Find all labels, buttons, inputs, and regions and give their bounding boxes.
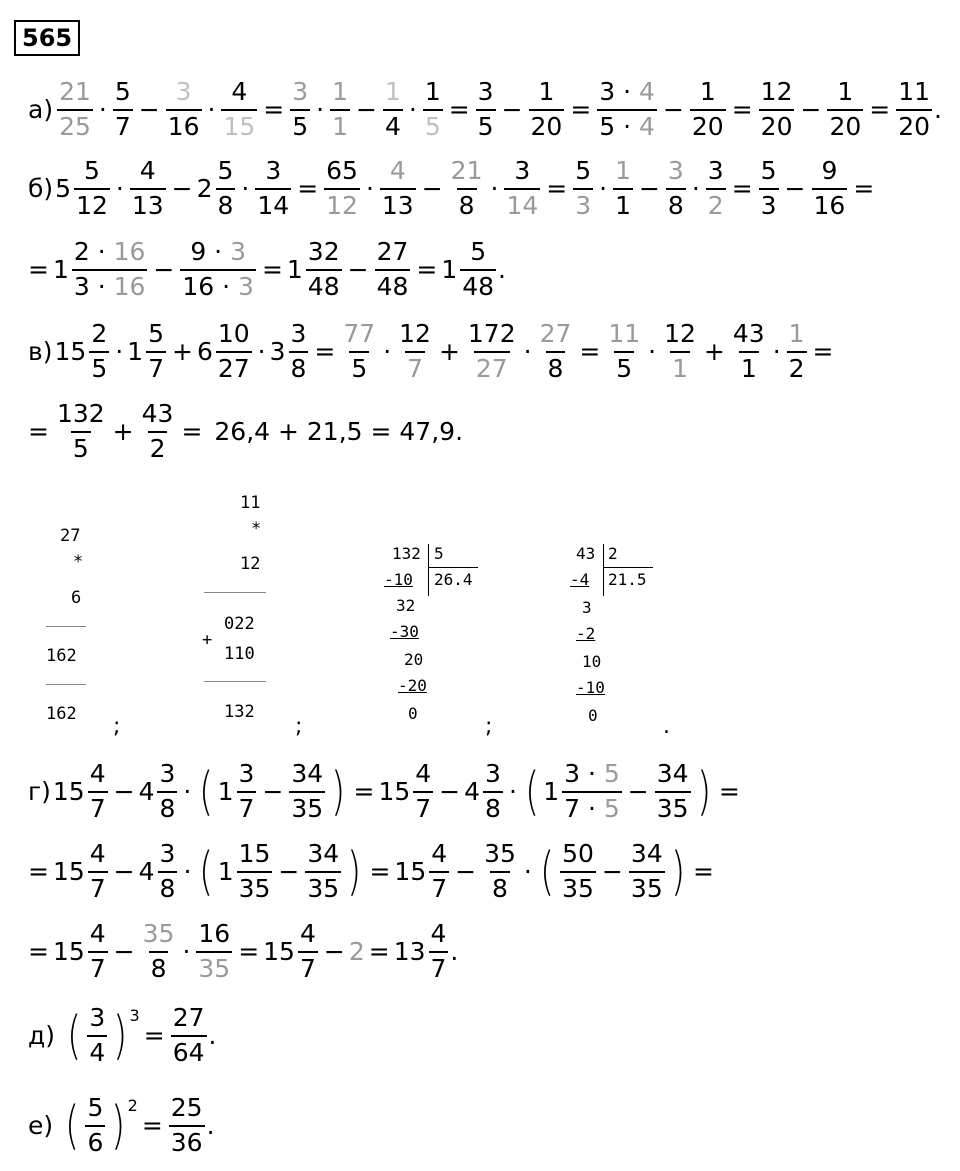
fraction: 3 8 [485,759,501,823]
calc-multiply-27-6: 27 * 6 162 162 [40,520,100,730]
fraction: 3 4 [89,1003,106,1067]
line-g-1: г) 15 4 7 − 4 3 8 · ( 1 3 7 − $\frac{34}{35}$ ) = 15 4 7 − 4 3 8 · ( 1 3 · 5 7 · 5 − $\frac{34}{35}$ ) = [28,759,740,823]
fraction: $\frac{27}{64}$ [172,1003,205,1067]
separator: ; [113,714,121,739]
fraction: 3 8 [159,839,176,903]
exponent: 3 [129,1006,140,1025]
fraction: 32 48 [307,237,340,301]
fraction: 5 8 [217,156,234,220]
fraction: $\frac{1}{20}$ [829,77,862,141]
decimal-result: 26,4 + 21,5 = 47,9. [214,417,464,447]
label-b: б) [28,174,54,204]
separator: . [663,714,670,739]
fraction: $\frac{3}{16}$ [167,77,200,141]
fraction: $\frac{27}{8}$ [539,319,572,383]
fraction: 4 7 [89,759,106,823]
fraction: $\frac{11}{20}$ [898,77,931,141]
fraction: $\frac{43}{1}$ [732,319,765,383]
fraction: 3 8 [159,759,176,823]
fraction: 2 · 16 3 · 16 [73,237,146,301]
fraction: $\frac{3 \cdot 4}{5 \cdot 4}$ [599,77,655,141]
label-a: а) [28,95,54,125]
fraction: 21 25 [59,77,91,141]
fraction: 50 35 [562,839,594,903]
fraction: 3 · 5 7 · 5 [564,759,620,823]
line-g-3: = 15 4 7 − $\frac{35}{8}$ · $\frac{16}{35}$ = 15 4 7 − 2 = 13 4 7 . [28,919,459,983]
fraction: $\frac{5}{3}$ [760,156,777,220]
label-e: е) [28,1111,54,1141]
fraction: $\frac{9 \cdot 3}{16 \cdot 3}$ [182,237,254,301]
fraction: 4 7 [89,839,106,903]
fraction: $\frac{34}{35}$ [630,839,663,903]
fraction: $\frac{3}{14}$ [506,156,539,220]
fraction: $\frac{16}{35}$ [198,919,231,983]
calc-divide-132-5: 132 5 26.4 -10 32 -30 20 -20 0 [380,540,490,730]
fraction: $\frac{3}{14}$ [257,156,290,220]
fraction: $\frac{27}{48}$ [376,237,409,301]
exponent: 2 [127,1096,138,1115]
calc-multiply-11-12: 11 * 12 022 + 110 132 [200,488,280,728]
separator: ; [295,714,303,739]
fraction: 4 7 [89,919,106,983]
fraction: 5 6 [87,1093,104,1157]
fraction: $\frac{35}{8}$ [142,919,175,983]
fraction: 1 1 [332,77,348,141]
fraction: 5 48 [462,237,495,301]
fraction: 5 12 [76,156,108,220]
fraction: 5 7 [114,77,131,141]
fraction: 2 5 [91,319,108,383]
fraction: $\frac{11}{5}$ [608,319,641,383]
fraction: $\frac{77}{5}$ [343,319,376,383]
fraction: 4 7 [415,759,432,823]
fraction: $\frac{35}{8}$ [484,839,516,903]
fraction: $\frac{4}{15}$ [223,77,256,141]
fraction: $\frac{9}{16}$ [813,156,846,220]
fraction: 4 13 [381,156,414,220]
fraction: 15 35 [238,839,271,903]
fraction: $\frac{5}{3}$ [575,156,592,220]
label-v: в) [28,337,53,367]
fraction: 12 7 [399,319,431,383]
label-g: г) [28,777,51,807]
fraction: $\frac{3}{2}$ [707,156,724,220]
fraction: 10 27 [217,319,250,383]
line-a: а) 21 25 · 5 7 − $\frac{3}{16}$ · $\frac{4}{15}$ = $\frac{3}{5}$ · 1 1 − $\frac{1}{4}$ · $\frac{1}{5}$ = $\frac{3}{5}$ − $\frac{1}{20}$ = $\frac{3 \cdot 4}{5 \cdot 4}$ − $\frac{1}{20}$ = $\frac{12}{20}$ − $\frac{1}{20}$ = $\frac{11}{20}$ . [28,77,942,141]
line-d: д) ( 3 4 ) 3 = $\frac{27}{64}$ . [28,1003,217,1067]
fraction: 1 1 [615,156,631,220]
fraction: $\frac{1}{20}$ [691,77,724,141]
fraction: 4 7 [431,839,448,903]
fraction: $\frac{1}{20}$ [530,77,563,141]
fraction: $\frac{3}{5}$ [477,77,494,141]
fraction: $\frac{34}{35}$ [656,759,689,823]
separator: ; [485,714,493,739]
fraction: 4 7 [430,919,447,983]
line-v-1: в) 15 2 5 · 1 5 7 + 6 10 27 · 3 $\frac{3}{8}$ = $\frac{77}{5}$ · 12 7 + $\frac{172}{27}$ · $\frac{27}{8}$ = $\frac{11}{5}$ · 12 1 + $\frac{43}{1}$ · $\frac{1}{2}$ = [28,319,834,383]
fraction: $\frac{1}{5}$ [424,77,441,141]
fraction: $\frac{34}{35}$ [291,759,324,823]
fraction: $\frac{172}{27}$ [467,319,516,383]
fraction: $\frac{65}{12}$ [326,156,358,220]
fraction: $\frac{1}{4}$ [384,77,401,141]
fraction: $\frac{43}{2}$ [141,399,174,463]
fraction: $\frac{3}{8}$ [667,156,684,220]
fraction: $\frac{12}{20}$ [760,77,793,141]
fraction: 5 7 [148,319,164,383]
task-number: 565 [14,20,80,56]
line-g-2: = 15 4 7 − 4 3 8 · ( 1 15 35 − $\frac{34}{35}$ ) = 15 4 7 − $\frac{35}{8}$ · ( 50 35 − $\frac{34}{35}$ ) = [28,839,714,903]
fraction: 12 1 [664,319,696,383]
fraction: $\frac{3}{8}$ [290,319,307,383]
fraction: 4 13 [131,156,164,220]
fraction: $\frac{21}{8}$ [450,156,483,220]
calc-divide-43-2: 43 2 21.5 -4 3 -2 10 -10 0 [570,540,670,730]
line-e: е) ( 5 6 ) 2 = $\frac{25}{36}$ . [28,1093,215,1157]
fraction: 4 7 [299,919,316,983]
fraction: $\frac{25}{36}$ [170,1093,203,1157]
line-b-1: б) 5 5 12 · 4 13 − 2 5 8 · $\frac{3}{14}$ = $\frac{65}{12}$ · 4 13 − $\frac{21}{8}$ · $\frac{3}{14}$ = $\frac{5}{3}$ · 1 1 − $\frac{3}{8}$ · $\frac{3}{2}$ = $\frac{5}{3}$ − $\frac{9}{16}$ = [28,156,875,220]
line-v-2: = $\frac{132}{5}$ + $\frac{43}{2}$ = 26,4 + 21,5 = 47,9. [28,399,464,463]
fraction: $\frac{3}{5}$ [292,77,309,141]
fraction: $\frac{34}{35}$ [307,839,340,903]
line-b-2: = 1 2 · 16 3 · 16 − $\frac{9 \cdot 3}{16 \cdot 3}$ = 1 32 48 − $\frac{27}{48}$ = 1 5 48 . [28,237,506,301]
fraction: $\frac{132}{5}$ [56,399,105,463]
fraction: 3 7 [238,759,255,823]
label-d: д) [28,1021,56,1051]
fraction: $\frac{1}{2}$ [788,319,805,383]
